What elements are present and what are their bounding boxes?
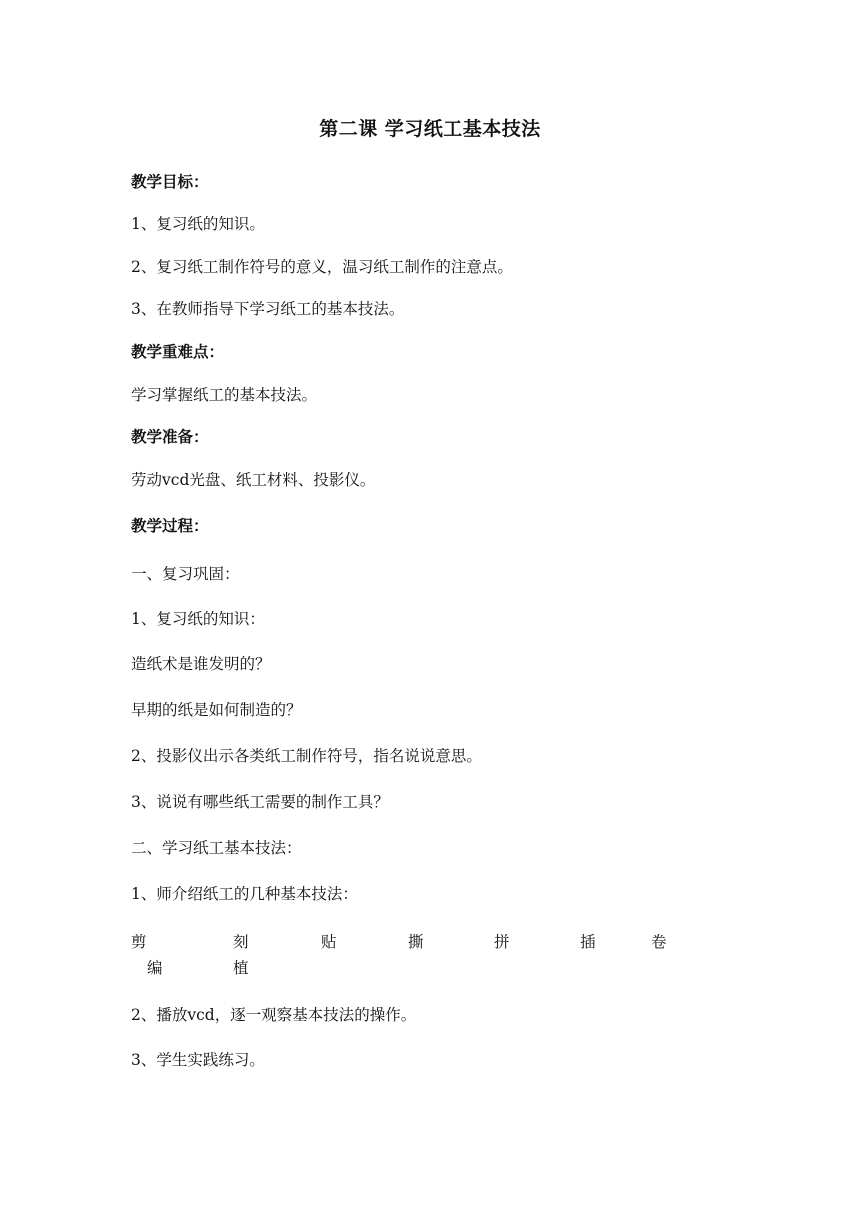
process-item: 1、复习纸的知识： <box>131 610 265 628</box>
key-points-text: 学习掌握纸工的基本技法。 <box>131 386 318 404</box>
preparation-heading: 教学准备： <box>131 427 209 446</box>
process-heading: 教学过程： <box>131 516 209 535</box>
process-item: 二、学习纸工基本技法： <box>131 839 302 857</box>
goals-heading: 教学目标： <box>131 172 209 191</box>
technique-item: 撕 <box>408 933 424 951</box>
technique-item: 刻 <box>233 933 249 951</box>
preparation-text: 劳动vcd光盘、纸工材料、投影仪。 <box>131 471 376 489</box>
key-points-heading: 教学重难点： <box>131 342 225 361</box>
goal-item: 1、复习纸的知识。 <box>131 215 265 233</box>
technique-item: 编 <box>147 959 163 977</box>
technique-item: 卷 <box>651 933 667 951</box>
technique-item: 拼 <box>494 933 510 951</box>
lesson-title: 第二课 学习纸工基本技法 <box>319 118 541 140</box>
process-item: 3、说说有哪些纸工需要的制作工具？ <box>131 793 389 811</box>
goal-item: 3、在教师指导下学习纸工的基本技法。 <box>131 300 405 318</box>
technique-item: 植 <box>233 959 249 977</box>
process-item: 一、复习巩固： <box>131 565 240 583</box>
technique-item: 剪 <box>131 933 147 951</box>
process-item: 造纸术是谁发明的？ <box>131 655 271 673</box>
process-item: 2、播放vcd，逐一观察基本技法的操作。 <box>131 1006 417 1024</box>
process-item: 2、投影仪出示各类纸工制作符号，指名说说意思。 <box>131 747 482 765</box>
goal-item: 2、复习纸工制作符号的意义，温习纸工制作的注意点。 <box>131 258 513 276</box>
process-item: 早期的纸是如何制造的？ <box>131 701 302 719</box>
technique-item: 插 <box>580 933 596 951</box>
process-item: 3、学生实践练习。 <box>131 1051 265 1069</box>
process-item: 1、师介绍纸工的几种基本技法： <box>131 885 358 903</box>
technique-item: 贴 <box>321 933 337 951</box>
